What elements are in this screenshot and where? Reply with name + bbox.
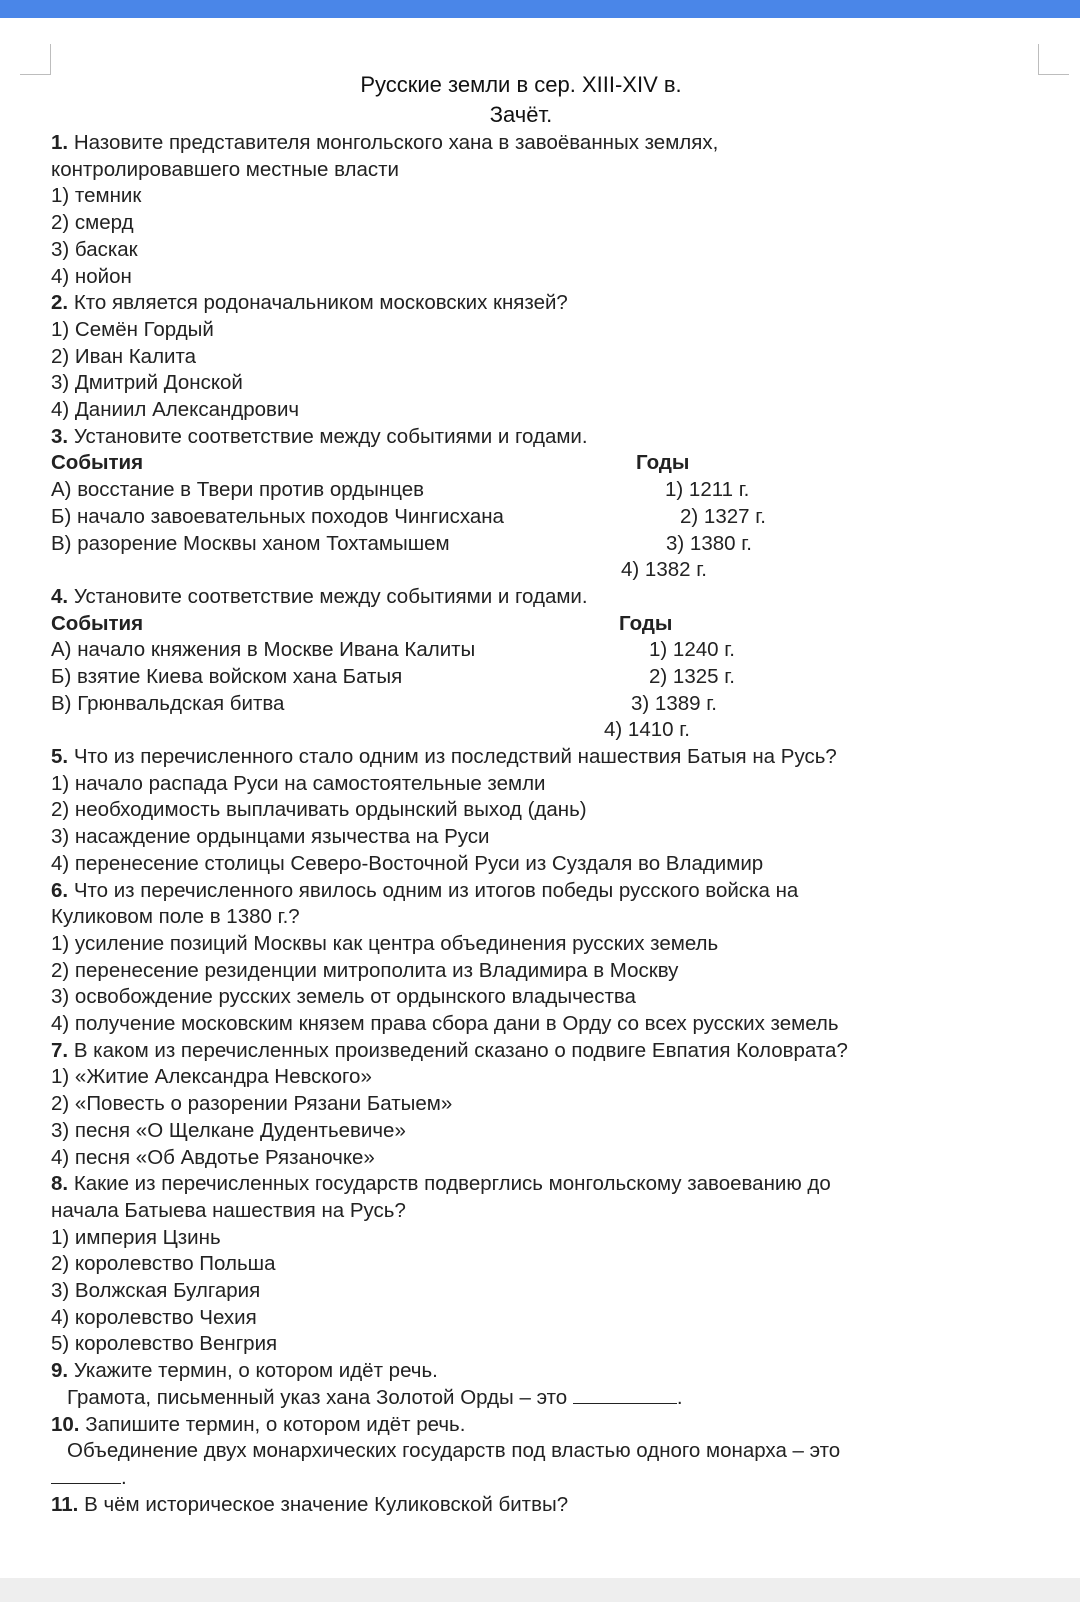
answer-option: 1) усиление позиций Москвы как центра объединения русских земель bbox=[51, 931, 719, 955]
events-column-header: События bbox=[51, 451, 144, 475]
answer-option: 4) королевство Чехия bbox=[51, 1305, 257, 1329]
match-row bbox=[51, 664, 1041, 691]
year-item: 3) 1380 г. bbox=[666, 531, 752, 555]
question-8 bbox=[51, 1171, 1041, 1198]
term-statement: Объединение двух монархических государств под властью одного монарха – это bbox=[67, 1439, 841, 1463]
event-item: А) начало княжения в Москве Ивана Калиты bbox=[51, 638, 476, 662]
answer-option: 4) песня «Об Авдотье Рязаночке» bbox=[51, 1145, 375, 1169]
match-header-row bbox=[51, 611, 1041, 638]
question-10 bbox=[51, 1412, 1041, 1439]
answer-option: 3) насаждение ордынцами язычества на Руси bbox=[51, 825, 490, 849]
answer-option: 1) Семён Гордый bbox=[51, 317, 214, 341]
event-item: В) Грюнвальдская битва bbox=[51, 691, 285, 715]
year-item: 1) 1211 г. bbox=[665, 478, 750, 502]
document-subtitle: Зачёт. bbox=[489, 102, 553, 127]
answer-option: 2) смерд bbox=[51, 211, 134, 235]
question-text-cont: начала Батыева нашествия на Русь? bbox=[51, 1198, 406, 1222]
answer-option: 3) песня «О Щелкане Дудентьевиче» bbox=[51, 1118, 406, 1142]
match-header-row bbox=[51, 450, 1041, 477]
question-7 bbox=[51, 1038, 1041, 1065]
answer-option: 4) нойон bbox=[51, 264, 132, 288]
question-text: Установите соответствие между событиями и годами. bbox=[73, 424, 588, 448]
question-number: 9. bbox=[51, 1359, 69, 1383]
question-number: 4. bbox=[51, 584, 69, 608]
answer-option: 2) необходимость выплачивать ордынский выход (дань) bbox=[51, 798, 587, 822]
document-title: Русские земли в сер. XIII-XIV в. bbox=[360, 72, 682, 97]
answer-option: 1) империя Цзинь bbox=[51, 1225, 221, 1249]
question-text: Назовите представителя монгольского хана в завоёванных землях, bbox=[73, 131, 719, 154]
event-item: Б) начало завоевательных походов Чингисхана bbox=[51, 504, 504, 528]
years-column-header: Годы bbox=[619, 611, 673, 635]
year-item: 2) 1327 г. bbox=[680, 504, 766, 528]
question-text-cont: Куликовом поле в 1380 г.? bbox=[51, 905, 300, 929]
term-statement bbox=[51, 1385, 1041, 1412]
answer-blank-line bbox=[51, 1465, 1041, 1492]
match-row bbox=[51, 477, 1041, 504]
event-item: Б) взятие Киева войском хана Батыя bbox=[51, 664, 403, 688]
match-row bbox=[51, 717, 1041, 744]
match-row bbox=[51, 504, 1041, 531]
year-item: 3) 1389 г. bbox=[631, 691, 717, 715]
answer-option: 2) перенесение резиденции митрополита из Владимира в Москву bbox=[51, 958, 679, 982]
question-number: 6. bbox=[51, 878, 69, 902]
statement-text: Грамота, письменный указ хана Золотой Орды – это bbox=[67, 1385, 568, 1409]
question-2 bbox=[51, 290, 1041, 317]
question-9 bbox=[51, 1358, 1041, 1385]
question-number: 5. bbox=[51, 745, 69, 769]
statement-end: . bbox=[676, 1385, 683, 1409]
answer-option: 1) «Житие Александра Невского» bbox=[51, 1065, 372, 1089]
question-text: В чём историческое значение Куликовской битвы? bbox=[84, 1492, 569, 1516]
question-number: 11. bbox=[51, 1492, 79, 1516]
question-number: 8. bbox=[51, 1172, 69, 1196]
answer-blank bbox=[573, 1385, 677, 1404]
question-text: Что из перечисленного явилось одним из итогов победы русского войска на bbox=[73, 878, 799, 902]
answer-option: 3) Волжская Булгария bbox=[51, 1279, 261, 1303]
question-4 bbox=[51, 584, 1041, 611]
question-number: 10. bbox=[51, 1412, 80, 1436]
page-corner-mark-right bbox=[1038, 44, 1069, 75]
answer-option: 2) Иван Калита bbox=[51, 344, 197, 368]
answer-option: 2) королевство Польша bbox=[51, 1252, 276, 1276]
event-item: А) восстание в Твери против ордынцев bbox=[51, 478, 425, 502]
answer-option: 5) королевство Венгрия bbox=[51, 1332, 278, 1356]
answer-option: 1) темник bbox=[51, 184, 142, 208]
year-item: 1) 1240 г. bbox=[649, 638, 735, 662]
event-item: В) разорение Москвы ханом Тохтамышем bbox=[51, 531, 450, 555]
years-column-header: Годы bbox=[636, 451, 690, 475]
year-item: 4) 1382 г. bbox=[621, 558, 707, 582]
question-text: Запишите термин, о котором идёт речь. bbox=[85, 1412, 466, 1436]
question-5 bbox=[51, 744, 1041, 771]
question-1 bbox=[51, 130, 1041, 157]
document-page bbox=[51, 70, 1041, 1518]
question-text: Что из перечисленного стало одним из последствий нашествия Батыя на Русь? bbox=[73, 745, 837, 769]
answer-option: 4) перенесение столицы Северо-Восточной Руси из Суздаля во Владимир bbox=[51, 851, 764, 875]
answer-option: 3) Дмитрий Донской bbox=[51, 371, 243, 395]
answer-option: 2) «Повесть о разорении Рязани Батыем» bbox=[51, 1092, 453, 1116]
question-text: Установите соответствие между событиями и годами. bbox=[73, 584, 588, 608]
events-column-header: События bbox=[51, 611, 144, 635]
answer-option: 1) начало распада Руси на самостоятельные земли bbox=[51, 771, 546, 795]
question-number: 2. bbox=[51, 291, 69, 315]
match-row bbox=[51, 557, 1041, 584]
question-number: 1. bbox=[51, 131, 69, 154]
bottom-panel-strip bbox=[0, 1578, 1080, 1602]
question-text-cont: контролировавшего местные власти bbox=[51, 157, 399, 181]
year-item: 4) 1410 г. bbox=[604, 718, 690, 742]
question-text: Какие из перечисленных государств подверглись монгольскому завоеванию до bbox=[73, 1172, 831, 1196]
question-text: Кто является родоначальником московских князей? bbox=[73, 291, 568, 315]
question-text: Укажите термин, о котором идёт речь. bbox=[73, 1359, 438, 1383]
question-6 bbox=[51, 878, 1041, 905]
statement-end: . bbox=[121, 1466, 127, 1489]
question-number: 3. bbox=[51, 424, 69, 448]
question-3 bbox=[51, 424, 1041, 451]
answer-option: 4) Даниил Александрович bbox=[51, 398, 300, 422]
match-row bbox=[51, 691, 1041, 718]
match-row bbox=[51, 531, 1041, 558]
question-11 bbox=[51, 1492, 1041, 1519]
question-number: 7. bbox=[51, 1038, 69, 1062]
question-text: В каком из перечисленных произведений сказано о подвиге Евпатия Коловрата? bbox=[73, 1038, 848, 1062]
match-row bbox=[51, 637, 1041, 664]
answer-option: 4) получение московским князем права сбора дани в Орду со всех русских земель bbox=[51, 1012, 839, 1036]
answer-option: 3) баскак bbox=[51, 237, 138, 261]
year-item: 2) 1325 г. bbox=[649, 664, 735, 688]
answer-blank bbox=[51, 1465, 121, 1484]
top-toolbar-bar bbox=[0, 0, 1080, 18]
answer-option: 3) освобождение русских земель от ордынского владычества bbox=[51, 985, 636, 1009]
